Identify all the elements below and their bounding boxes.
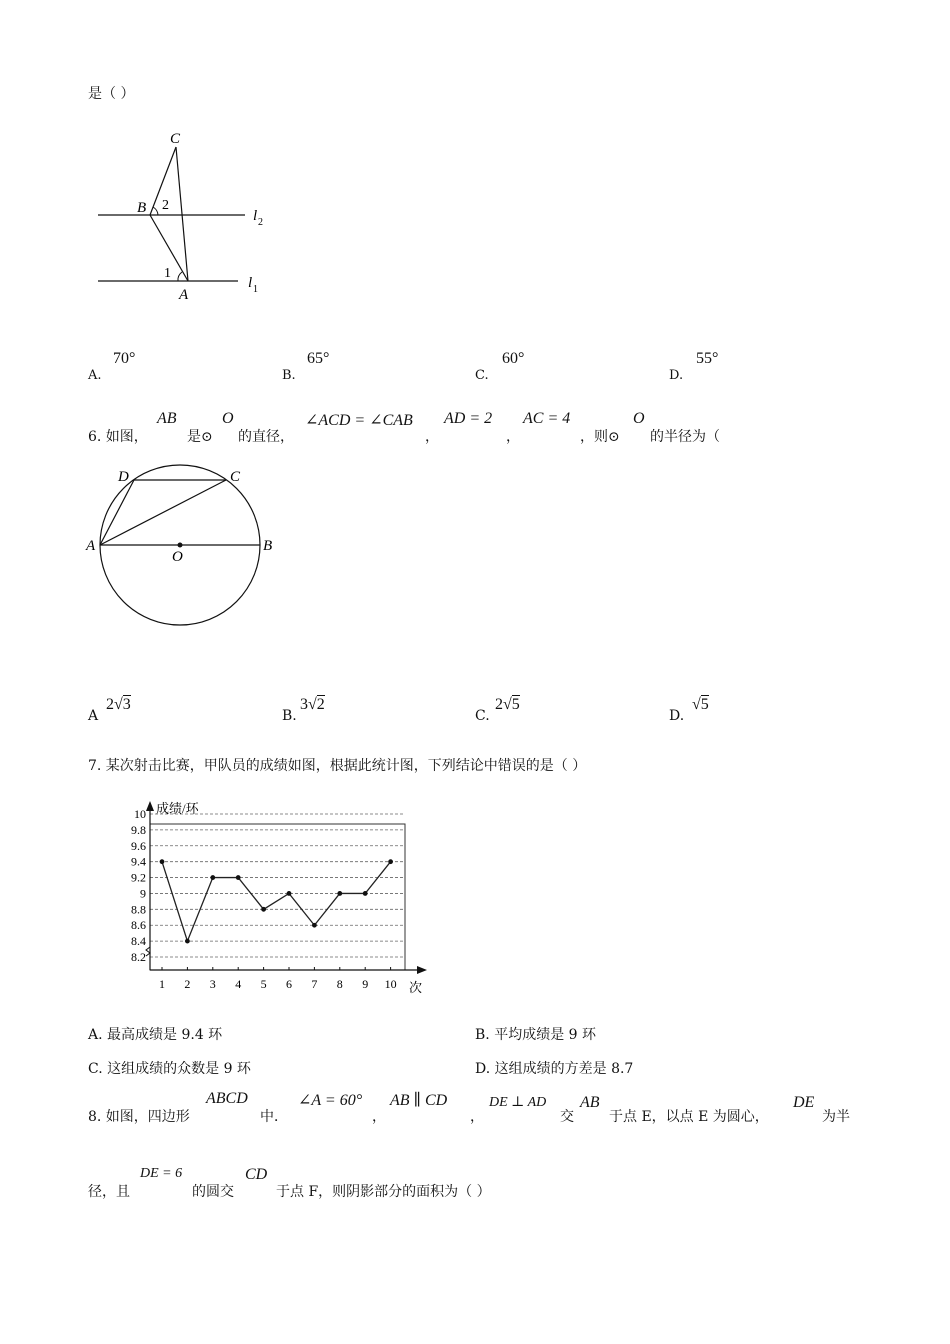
data-point xyxy=(236,875,241,880)
line-l2-label: l xyxy=(253,208,258,224)
q6-option-d-value: √5 xyxy=(692,696,709,713)
q6-t1: 是⊙ xyxy=(187,429,213,445)
axis-break xyxy=(146,947,150,956)
q8-t6: 的圆交 xyxy=(192,1184,234,1200)
y-tick-label: 8.6 xyxy=(131,918,146,933)
label-c: C xyxy=(230,469,241,485)
y-tick-label: 9.6 xyxy=(131,838,146,853)
y-tick-label: 9.2 xyxy=(131,870,146,885)
y-tick-label: 8.8 xyxy=(131,902,146,917)
q8-t7: 于点 F，则阴影部分的面积为（ ） xyxy=(276,1184,491,1200)
q8-angle: ∠A = 60° xyxy=(298,1092,363,1109)
q8-cd: CD xyxy=(245,1166,268,1183)
q8-comma2: ， xyxy=(470,1109,484,1125)
q6-t3: ，则⊙ xyxy=(580,429,620,445)
q6-option-b-label: B. xyxy=(282,708,297,724)
label-c: C xyxy=(170,131,181,147)
x-tick-label: 10 xyxy=(384,977,397,991)
q7-option-a: A. 最高成绩是 9.4 环 xyxy=(88,1027,223,1043)
q6-ab: AB xyxy=(157,410,177,427)
x-tick-label: 1 xyxy=(159,977,165,991)
q8-t3: 于点 E，以点 E 为圆心， xyxy=(609,1109,769,1125)
q8-de: DE xyxy=(793,1094,815,1111)
data-point xyxy=(337,891,342,896)
x-tick-label: 9 xyxy=(362,977,369,991)
q8-parallel: AB ∥ CD xyxy=(390,1092,448,1109)
x-tick-label: 2 xyxy=(184,977,191,991)
data-point xyxy=(287,891,292,896)
q6-option-b-value: 3√2 xyxy=(300,696,325,713)
q8-abcd: ABCD xyxy=(206,1090,248,1107)
angle-1-label: 1 xyxy=(164,266,171,281)
q6-option-a-value: 2√3 xyxy=(106,696,131,713)
q6-t4: 的半径为（ xyxy=(650,429,720,445)
x-axis-title: 次 xyxy=(409,980,423,995)
q6-num: 6. 如图， xyxy=(88,429,148,445)
q6-ad: AD = 2 xyxy=(444,410,493,427)
q6-option-c-label: C. xyxy=(475,708,490,724)
x-axis-arrow xyxy=(417,966,427,974)
data-point xyxy=(185,939,190,944)
q6-angle-eq: ∠ACD = ∠CAB xyxy=(305,412,413,429)
q6-o2: O xyxy=(633,410,645,427)
y-tick-label: 9.8 xyxy=(131,822,146,837)
q6-figure xyxy=(80,460,290,630)
q5-figure xyxy=(90,125,280,305)
q6-option-c-value: 2√5 xyxy=(495,696,520,713)
q6-option-d-label: D. xyxy=(669,708,685,724)
q5-option-d-label: D. xyxy=(669,368,684,383)
y-tick-label: 9.4 xyxy=(131,854,146,869)
q7-option-d: D. 这组成绩的方差是 8.7 xyxy=(475,1061,634,1077)
label-b: B xyxy=(263,538,273,554)
q6-option-a-label: A xyxy=(88,708,99,724)
y-tick-label: 8.4 xyxy=(131,934,146,949)
q6-comma1: ， xyxy=(425,429,439,445)
y-tick-label: 9 xyxy=(140,886,146,901)
q7-stem: 7. 某次射击比赛，甲队员的成绩如图，根据此统计图，下列结论中错误的是（ ） xyxy=(88,758,587,774)
score-chart xyxy=(110,795,440,1000)
q8-num: 8. 如图，四边形 xyxy=(88,1109,190,1125)
y-tick-label: 8.2 xyxy=(131,950,146,964)
x-tick-label: 5 xyxy=(260,977,267,991)
x-tick-label: 4 xyxy=(235,977,242,991)
line-l1-sub: 1 xyxy=(253,284,258,295)
q5-option-d-value: 55° xyxy=(696,350,719,367)
q5-option-a-value: 70° xyxy=(113,350,136,367)
q7-option-c: C. 这组成绩的众数是 9 环 xyxy=(88,1061,251,1077)
line-l2-sub: 2 xyxy=(258,217,263,228)
q5-stem-tail: 是（ ） xyxy=(88,86,135,102)
data-point xyxy=(160,859,165,864)
data-point xyxy=(210,875,215,880)
y-axis-title: 成绩/环 xyxy=(156,801,199,816)
label-b: B xyxy=(137,200,147,216)
q6-t2: 的直径， xyxy=(238,429,294,445)
q7-option-b: B. 平均成绩是 9 环 xyxy=(475,1027,596,1043)
q8-ab: AB xyxy=(580,1094,600,1111)
q8-t4: 为半 xyxy=(822,1109,850,1125)
x-tick-label: 6 xyxy=(286,977,292,991)
series-line xyxy=(162,862,391,941)
data-point xyxy=(312,923,317,928)
data-point xyxy=(363,891,368,896)
q5-option-b-label: B. xyxy=(282,368,296,383)
data-point xyxy=(388,859,393,864)
angle-2-label: 2 xyxy=(162,198,169,213)
q5-option-c-label: C. xyxy=(475,368,489,383)
q5-option-b-value: 65° xyxy=(307,350,330,367)
q8-perp: DE ⊥ AD xyxy=(489,1095,547,1110)
q6-ac: AC = 4 xyxy=(523,410,571,427)
x-tick-label: 3 xyxy=(209,977,216,991)
data-point xyxy=(261,907,266,912)
q8-t5: 径，且 xyxy=(88,1184,130,1200)
y-tick-label: 10 xyxy=(134,807,146,821)
y-axis-arrow xyxy=(146,801,154,811)
q8-t2: 交 xyxy=(560,1109,574,1125)
q8-de6: DE = 6 xyxy=(140,1166,183,1181)
x-tick-label: 8 xyxy=(336,977,343,991)
q6-o: O xyxy=(222,410,234,427)
q8-comma1: ， xyxy=(372,1109,386,1125)
q6-comma2: ， xyxy=(506,429,520,445)
label-d: D xyxy=(118,469,129,485)
label-a: A xyxy=(86,538,96,554)
q5-option-c-value: 60° xyxy=(502,350,525,367)
label-a: A xyxy=(179,287,189,303)
label-o: O xyxy=(172,549,183,565)
q5-option-a-label: A. xyxy=(88,368,102,383)
q8-t1: 中． xyxy=(260,1109,288,1125)
line-l1-label: l xyxy=(248,275,253,291)
x-tick-label: 7 xyxy=(311,977,318,991)
